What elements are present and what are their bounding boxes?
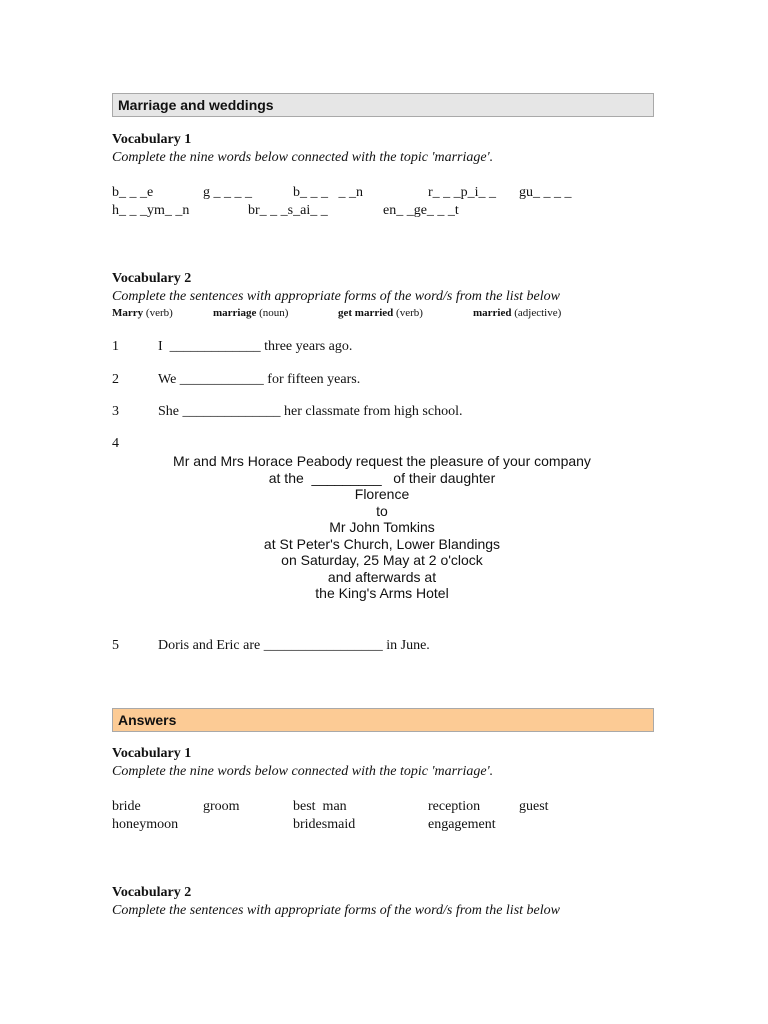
invitation-line: and afterwards at [327, 568, 437, 585]
invitation-line: on Saturday, 25 May at 2 o'clock [281, 552, 483, 568]
vocab1-heading: Vocabulary 1 [112, 132, 192, 147]
answers-vocab1-heading: Vocabulary 1 [112, 746, 192, 761]
word-list-item [112, 307, 173, 319]
sentence-number: 1 [112, 339, 119, 354]
vocab1-word: g _ _ _ _ [203, 185, 252, 200]
invitation-line: Florence [354, 486, 410, 502]
word-list-item [213, 307, 288, 319]
sentence-text: We ____________ for fifteen years. [158, 372, 361, 387]
answers-vocab1-instruction: Complete the nine words below connected with the topic 'marriage'. [112, 764, 494, 779]
word-list-pos: (verb) [396, 307, 423, 319]
vocab1-word: b_ _ _e [112, 185, 154, 200]
title-banner: Marriage and weddings [112, 93, 654, 117]
invitation-line: at the _________ of their daughter [268, 469, 496, 486]
vocab1-word: br_ _ _s_ai_ _ [248, 203, 328, 218]
invitation-line: Mr and Mrs Horace Peabody request the pleasure of your company [173, 453, 591, 469]
answer-word: engagement [428, 817, 496, 832]
answer-word: honeymoon [112, 817, 179, 832]
word-list-pos: (adjective) [514, 307, 562, 319]
vocab1-word: en_ _ge_ _ _t [383, 203, 459, 218]
answer-word: bridesmaid [293, 817, 356, 832]
word-list-pos: (verb) [145, 307, 173, 319]
sentence-text: Doris and Eric are _________________ in June. [158, 638, 430, 653]
sentence-number: 3 [112, 404, 119, 419]
sentence-number: 4 [112, 436, 119, 451]
sentence-text: I _____________ three years ago. [158, 339, 353, 354]
sentence-number: 5 [112, 638, 119, 653]
answers-banner: Answers [112, 708, 654, 732]
answer-word: guest [519, 799, 549, 814]
answer-word: bride [112, 799, 141, 814]
vocab2-heading: Vocabulary 2 [112, 271, 192, 286]
invitation-line: Mr John Tomkins [329, 519, 435, 535]
answer-word: best man [293, 799, 347, 814]
vocab1-word: gu_ _ _ _ [519, 185, 572, 200]
answer-word: groom [203, 799, 240, 814]
word-list-pos: (noun) [259, 307, 289, 319]
vocab1-instruction: Complete the nine words below connected with the topic 'marriage'. [112, 150, 494, 165]
answers-vocab2-heading: Vocabulary 2 [112, 885, 192, 900]
invitation-line: at St Peter's Church, Lower Blandings [263, 535, 501, 552]
word-list-word: married [473, 307, 512, 319]
sentence-text: She ______________ her classmate from high school. [158, 404, 463, 419]
vocab2-instruction: Complete the sentences with appropriate forms of the word/s from the list below [112, 289, 560, 304]
word-list-item [473, 307, 561, 319]
vocab1-word: b_ _ _ _ _n [293, 185, 363, 200]
word-list-word: marriage [213, 307, 257, 319]
vocab1-word: h_ _ _ym_ _n [112, 203, 190, 218]
sentence-number: 2 [112, 372, 119, 387]
word-list-item [338, 307, 423, 319]
answers-vocab2-instruction: Complete the sentences with appropriate forms of the word/s from the list below [112, 903, 560, 918]
invitation-line: the King's Arms Hotel [315, 585, 449, 601]
word-list-word: get married [338, 307, 394, 319]
vocab1-word: r_ _ _p_i_ _ [428, 185, 497, 200]
answer-word: reception [428, 799, 481, 814]
wedding-invitation [112, 453, 652, 602]
invitation-line: to [376, 502, 388, 519]
word-list-word: Marry [112, 307, 144, 319]
